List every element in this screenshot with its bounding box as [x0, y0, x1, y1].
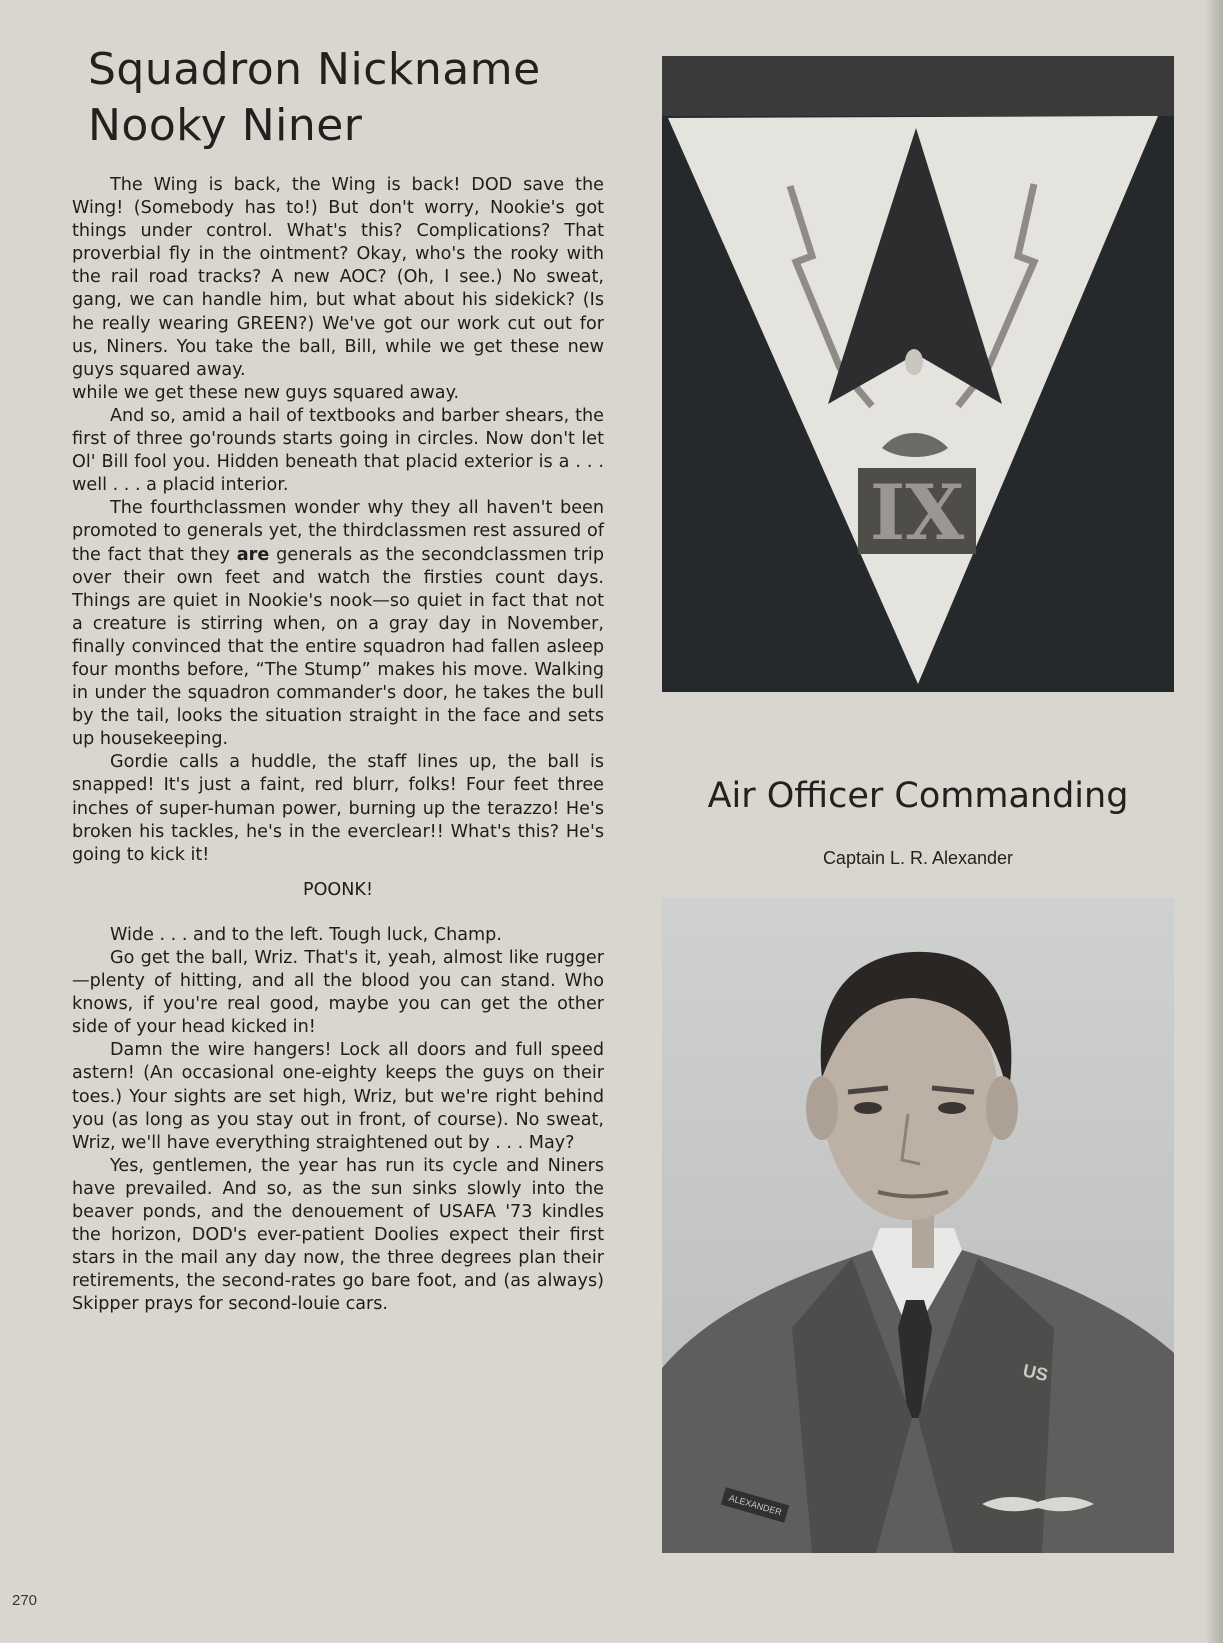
- story-paragraph-3-start: The fourthclassmen wonder why they all haven't been promoted to generals yet, the thirdclassmen rest assured of the fact that they: [72, 498, 604, 565]
- story-poonk: POONK!: [302, 879, 374, 900]
- story-paragraph-7: Damn the wire hangers! Lock all doors and full speed astern! (An occasional one-eighty keeps the guys on their toes.) Your sights are set high, Wriz, but we're right behind you (as long as you stay out in front, of course). No sweat, Wriz, we'll have everything straightened out by . . . May?: [72, 1040, 604, 1153]
- title-line-2: Nooky Niner: [88, 100, 363, 151]
- page-number: 270: [12, 1592, 38, 1609]
- squadron-patch-photo: [662, 56, 1174, 692]
- right-ear: [986, 1076, 1018, 1140]
- left-ear: [806, 1076, 838, 1140]
- title-line-1: Squadron Nickname: [88, 44, 541, 95]
- patch-numeral: IX: [869, 468, 965, 557]
- squadron-patch-image: [662, 56, 1174, 692]
- story-repeated-line: while we get these new guys squared away.: [72, 382, 460, 403]
- story-paragraph-1: The Wing is back, the Wing is back! DOD save the Wing! (Somebody has to!) But don't worry, Nookie's got things under control. What's this? Complications? That proverbial fly in the ointment? Okay, who's the rooky with the rail road tracks? A new AOC? (Oh, I see.) No sweat, gang, we can handle him, but what about his sidekick? (Is he really wearing GREEN?) We've got our work cut out for us, Niners. You take the ball, Bill, while we get these new guys squared away.: [72, 175, 604, 380]
- story-paragraph-5: Wide . . . and to the left. Tough luck, Champ.: [110, 924, 502, 945]
- page-title: [88, 42, 648, 154]
- story-paragraph-4: Gordie calls a huddle, the staff lines up, the ball is snapped! It's just a faint, red blurr, folks! Four feet three inches of super-human power, burning up the terazzo! He's broken his tackles, he's in the everclear!! What's this? He's going to kick it!: [72, 752, 604, 865]
- aoc-heading: Air Officer Commanding: [707, 776, 1129, 816]
- collar-us-insignia: US: [1021, 1360, 1050, 1386]
- patch-top-shadow: [662, 56, 1174, 116]
- right-eye: [938, 1102, 966, 1114]
- name-tag-text: ALEXANDER: [727, 1492, 783, 1518]
- aoc-portrait-photo: [662, 898, 1174, 1553]
- story-paragraph-2: And so, amid a hail of textbooks and barber shears, the first of three go'rounds starts going in circles. Now don't let Ol' Bill fool you. Hidden beneath that placid exterior is a . . . well . . . a placid interior.: [72, 405, 604, 496]
- story-paragraph-3: [72, 497, 604, 751]
- story-paragraph-8: Yes, gentlemen, the year has run its cycle and Niners have prevailed. And so, as the sun sinks slowly into the beaver ponds, and the denouement of USAFA '73 kindles the horizon, DOD's ever-patient Doolies expect their first stars in the mail any day now, the three degrees plan their retirements, the second-rates go bare foot, and (as always) Skipper prays for second-louie cars.: [72, 1155, 604, 1315]
- aoc-portrait-image: [662, 898, 1174, 1553]
- story-paragraph-3-emphasis: are: [236, 544, 270, 565]
- emblem-eye: [905, 349, 923, 375]
- story-paragraph-3-end: generals as the secondclassmen trip over their own feet and watch the firsties count days. Things are quiet in Nookie's nook—so quiet in fact that not a creature is stirring when, on a gray day in November, finally convinced that the entire squadron had fallen asleep four months before, “The Stump” makes his move. Walking in under the squadron commander's door, he takes the bull by the tail, looks the situation straight in the face and sets up housekeeping.: [72, 544, 604, 750]
- squadron-story: [72, 174, 604, 1317]
- aoc-name: Captain L. R. Alexander: [822, 848, 1014, 868]
- page-edge-shadow: [1205, 0, 1223, 1643]
- left-eye: [854, 1102, 882, 1114]
- story-paragraph-6: Go get the ball, Wriz. That's it, yeah, almost like rugger—plenty of hitting, and all the blood you can stand. Who knows, if you're real good, maybe you can get the other side of your head kicked in!: [72, 948, 604, 1038]
